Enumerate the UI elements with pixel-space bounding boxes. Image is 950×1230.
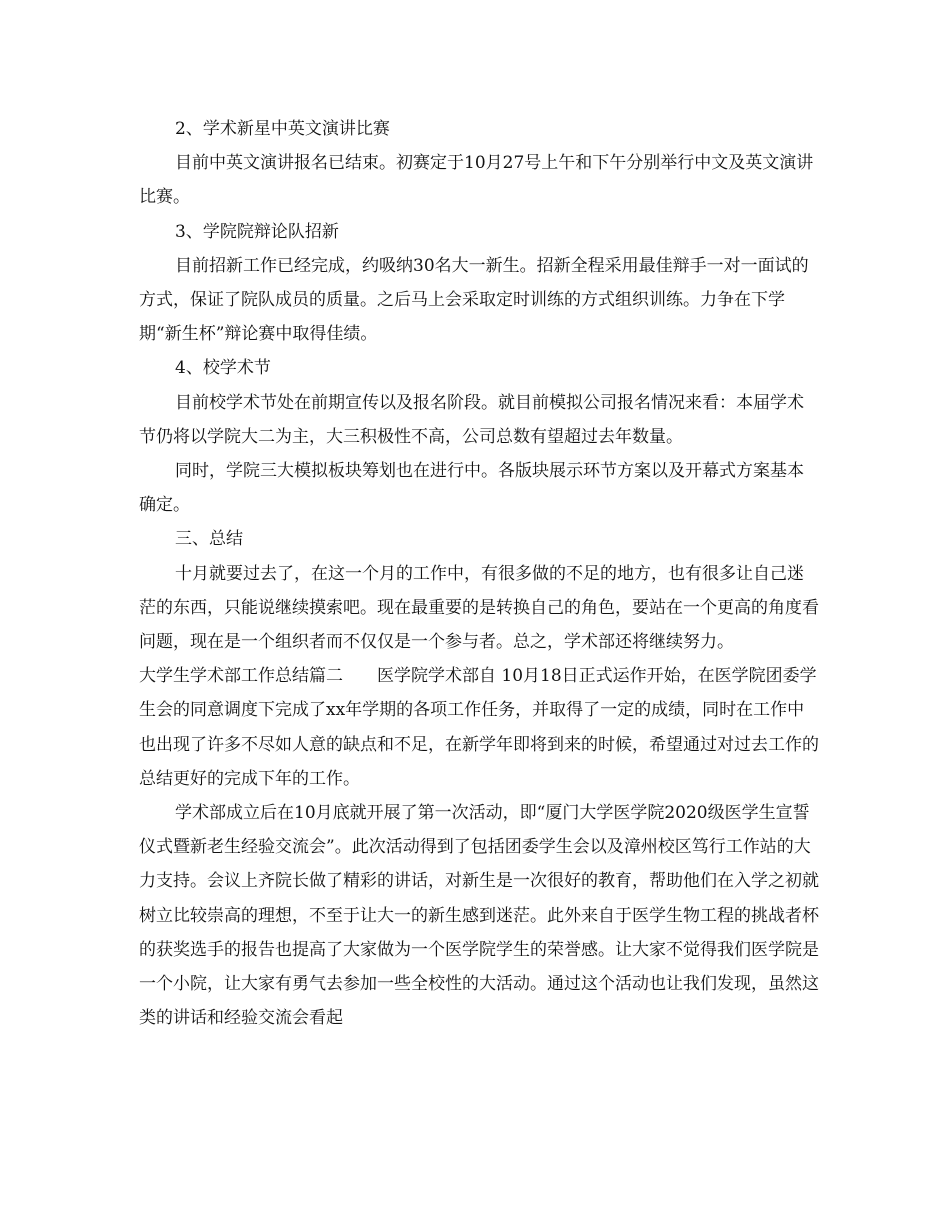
paragraph-debate-team-heading: 3、学院院辩论队招新 bbox=[175, 221, 339, 242]
paragraph-part-two-intro: 大学生学术部工作总结篇二 医学院学术部自 10月18日正式运作开始，在医学院团委学生会的同意调度下完成了xx年学期的各项工作任务，并取得了一定的成绩，同时在工作中也出现了许多不尽如人意的缺点和不足，在新学年即将到来的时候，希望通过对过去工作的总结更好的完成下年的工作。 bbox=[139, 666, 819, 789]
document-body bbox=[139, 112, 819, 1035]
paragraph-summary-body: 十月就要过去了，在这一个月的工作中，有很多做的不足的地方，也有很多让自己迷茫的东西，只能说继续摸索吧。现在最重要的是转换自己的角色，要站在一个更高的角度看问题，现在是一个组织者而不仅仅是一个参与者。总之，学术部还将继续努力。 bbox=[139, 563, 819, 653]
paragraph-summary-heading: 三、总结 bbox=[175, 529, 243, 550]
paragraph-academic-festival-body: 目前校学术节处在前期宣传以及报名阶段。就目前模拟公司报名情况来看：本届学术节仍将以学院大二为主，大三积极性不高，公司总数有望超过去年数量。 bbox=[139, 392, 804, 447]
paragraph-academic-festival-heading: 4、校学术节 bbox=[175, 358, 271, 379]
paragraph-speech-contest-heading: 2、学术新星中英文演讲比赛 bbox=[175, 119, 390, 139]
paragraph-simulation-modules: 同时，学院三大模拟板块筹划也在进行中。各版块展示环节方案以及开幕式方案基本确定。 bbox=[139, 461, 804, 516]
paragraph-first-activity: 学术部成立后在10月底就开展了第一次活动，即“厦门大学医学院2020级医学生宣誓仪式暨新老生经验交流会”。此次活动得到了包括团委学生会以及漳州校区笃行工作站的大力支持。会议上齐院长做了精彩的讲话，对新生是一次很好的教育，帮助他们在入学之初就树立比较崇高的理想，不至于让大一的新生感到迷茫。此外来自于医学生物工程的挑战者杯的获奖选手的报告也提高了大家做为一个医学院学生的荣誉感。让大家不觉得我们医学院是一个小院，让大家有勇气去参加一些全校性的大活动。通过这个活动也让我们发现，虽然这类的讲话和经验交流会看起 bbox=[139, 803, 819, 1029]
paragraph-debate-team-body: 目前招新工作已经完成，约吸纳30名大一新生。招新全程采用最佳辩手一对一面试的方式，保证了院队成员的质量。之后马上会采取定时训练的方式组织训练。力争在下学期“新生杯”辩论赛中取得佳绩。 bbox=[139, 255, 809, 345]
paragraph-speech-contest-body: 目前中英文演讲报名已结束。初赛定于10月27号上午和下午分别举行中文及英文演讲比赛。 bbox=[139, 153, 814, 208]
